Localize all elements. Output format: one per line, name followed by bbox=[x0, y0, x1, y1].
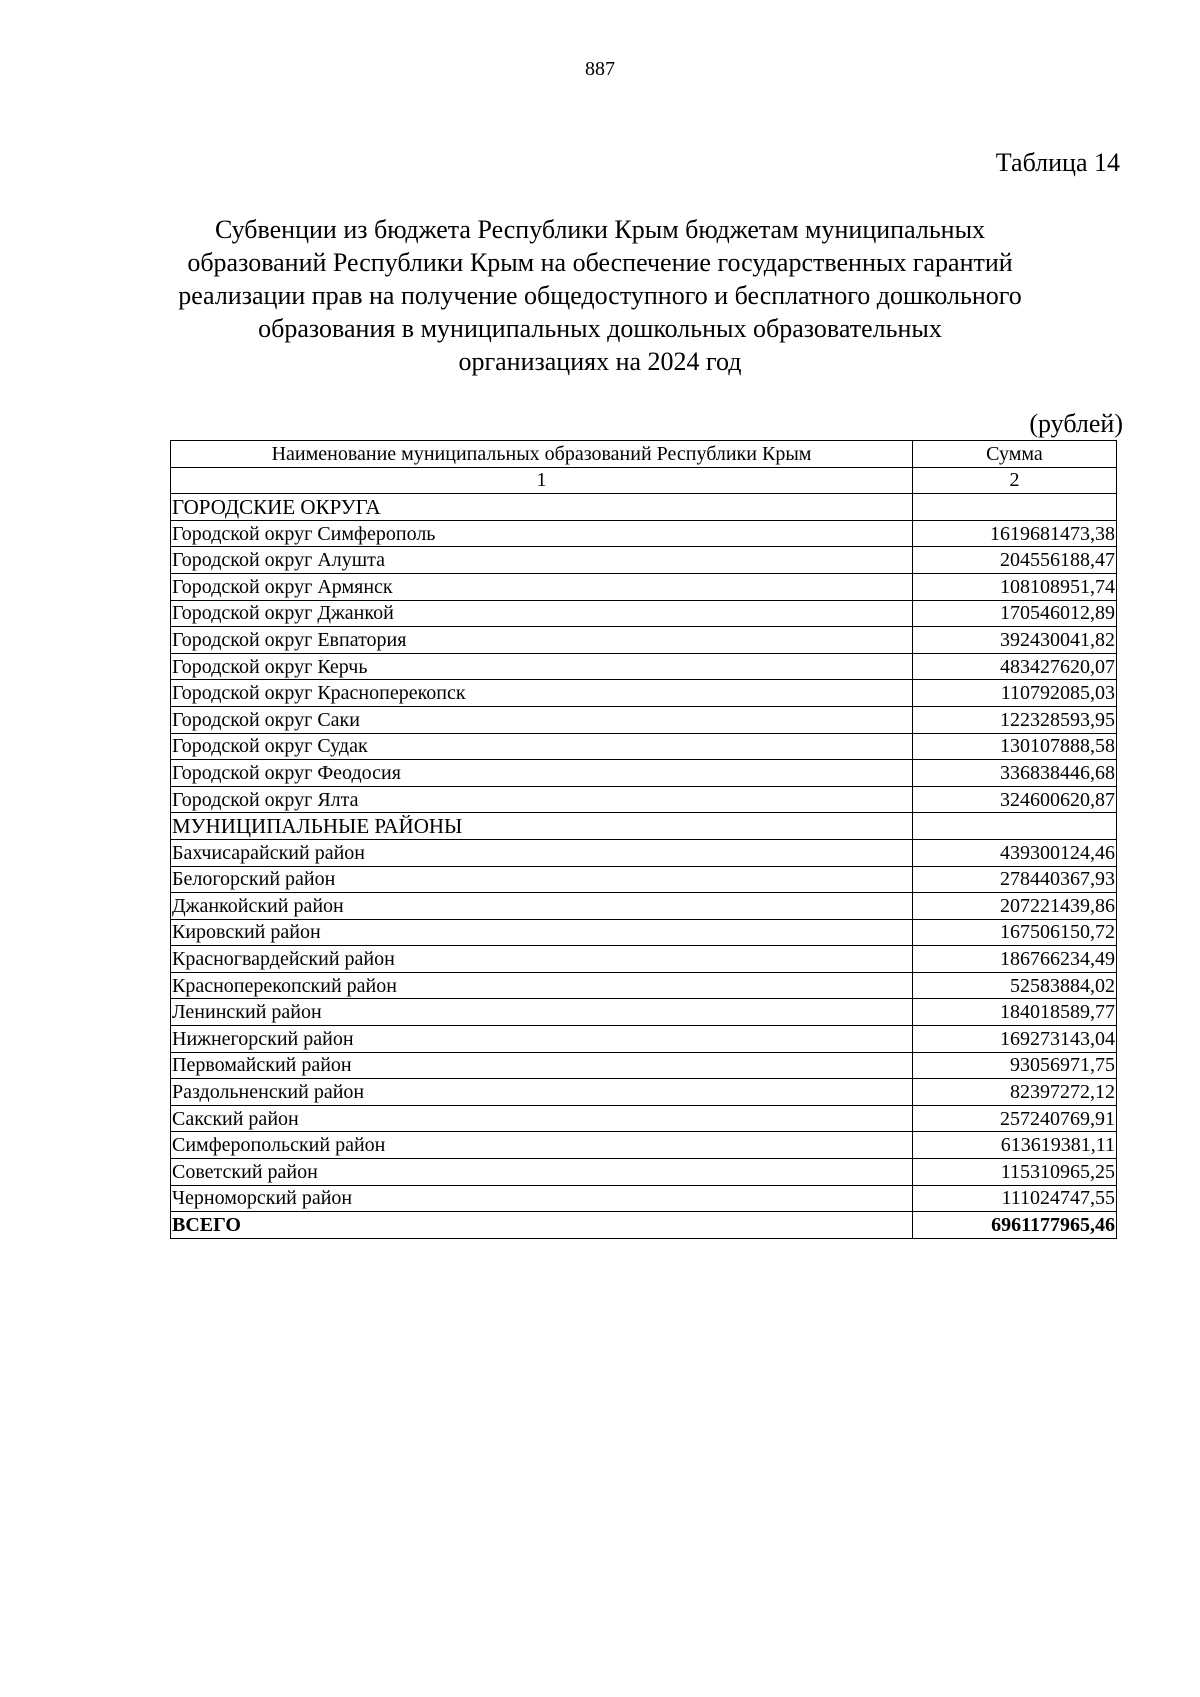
table-row bbox=[171, 573, 1117, 600]
table-row bbox=[171, 600, 1117, 627]
cell-sum: 6961177965,46 bbox=[913, 1212, 1117, 1239]
title-line: реализации прав на получение общедоступного и бесплатного дошкольного bbox=[178, 281, 1022, 310]
document-title bbox=[150, 213, 1050, 378]
table-row bbox=[171, 1159, 1117, 1186]
cell-name: Городской округ Керчь bbox=[171, 653, 913, 680]
table-row bbox=[171, 972, 1117, 999]
cell-sum bbox=[913, 494, 1117, 521]
cell-name: Ленинский район bbox=[171, 999, 913, 1026]
cell-sum bbox=[913, 813, 1117, 840]
table-row bbox=[171, 839, 1117, 866]
cell-name: Городской округ Судак bbox=[171, 733, 913, 760]
table-label: Таблица 14 bbox=[995, 148, 1120, 177]
cell-name: Сакский район bbox=[171, 1105, 913, 1132]
title-line: Субвенции из бюджета Республики Крым бюджетам муниципальных bbox=[214, 215, 986, 244]
table-row bbox=[171, 893, 1117, 920]
table-row bbox=[171, 786, 1117, 813]
table-row bbox=[171, 919, 1117, 946]
cell-sum: 483427620,07 bbox=[913, 653, 1117, 680]
table-row bbox=[171, 999, 1117, 1026]
cell-sum: 186766234,49 bbox=[913, 946, 1117, 973]
table-row bbox=[171, 520, 1117, 547]
cell-sum: 257240769,91 bbox=[913, 1105, 1117, 1132]
cell-name: Городской округ Евпатория bbox=[171, 627, 913, 654]
cell-sum: 52583884,02 bbox=[913, 972, 1117, 999]
table-row bbox=[171, 1026, 1117, 1053]
cell-name: Городской округ Джанкой bbox=[171, 600, 913, 627]
cell-sum: 115310965,25 bbox=[913, 1159, 1117, 1186]
table-row bbox=[171, 627, 1117, 654]
cell-sum: 324600620,87 bbox=[913, 786, 1117, 813]
table-row bbox=[171, 1132, 1117, 1159]
cell-name: ВСЕГО bbox=[171, 1212, 913, 1239]
title-line: организациях на 2024 год bbox=[458, 347, 742, 376]
cell-name: Симферопольский район bbox=[171, 1132, 913, 1159]
table-row bbox=[171, 1185, 1117, 1212]
table-row bbox=[171, 1052, 1117, 1079]
header-name: Наименование муниципальных образований Республики Крым bbox=[171, 441, 913, 468]
cell-sum: 392430041,82 bbox=[913, 627, 1117, 654]
cell-sum: 184018589,77 bbox=[913, 999, 1117, 1026]
cell-sum: 613619381,11 bbox=[913, 1132, 1117, 1159]
table-row bbox=[171, 946, 1117, 973]
cell-name: Красногвардейский район bbox=[171, 946, 913, 973]
cell-sum: 278440367,93 bbox=[913, 866, 1117, 893]
cell-name: Городской округ Алушта bbox=[171, 547, 913, 574]
column-number: 2 bbox=[913, 467, 1117, 494]
cell-name: Городской округ Ялта bbox=[171, 786, 913, 813]
cell-sum: 111024747,55 bbox=[913, 1185, 1117, 1212]
cell-name: Городской округ Армянск bbox=[171, 573, 913, 600]
column-number: 1 bbox=[171, 467, 913, 494]
cell-sum: 207221439,86 bbox=[913, 893, 1117, 920]
table-row bbox=[171, 680, 1117, 707]
cell-sum: 1619681473,38 bbox=[913, 520, 1117, 547]
cell-name: Советский район bbox=[171, 1159, 913, 1186]
cell-name: МУНИЦИПАЛЬНЫЕ РАЙОНЫ bbox=[171, 813, 913, 840]
table-row bbox=[171, 1079, 1117, 1106]
table-row bbox=[171, 1105, 1117, 1132]
cell-sum: 122328593,95 bbox=[913, 706, 1117, 733]
title-line: образований Республики Крым на обеспечение государственных гарантий bbox=[187, 248, 1013, 277]
cell-sum: 108108951,74 bbox=[913, 573, 1117, 600]
cell-name: ГОРОДСКИЕ ОКРУГА bbox=[171, 494, 913, 521]
cell-name: Городской округ Красноперекопск bbox=[171, 680, 913, 707]
table-row bbox=[171, 653, 1117, 680]
cell-name: Белогорский район bbox=[171, 866, 913, 893]
cell-sum: 336838446,68 bbox=[913, 760, 1117, 787]
section-header-row bbox=[171, 813, 1117, 840]
table-row bbox=[171, 706, 1117, 733]
column-number-row bbox=[171, 467, 1117, 494]
table-body bbox=[171, 494, 1117, 1239]
cell-name: Нижнегорский район bbox=[171, 1026, 913, 1053]
cell-sum: 82397272,12 bbox=[913, 1079, 1117, 1106]
cell-sum: 167506150,72 bbox=[913, 919, 1117, 946]
cell-sum: 204556188,47 bbox=[913, 547, 1117, 574]
table-row bbox=[171, 760, 1117, 787]
cell-name: Бахчисарайский район bbox=[171, 839, 913, 866]
cell-sum: 110792085,03 bbox=[913, 680, 1117, 707]
total-row bbox=[171, 1212, 1117, 1239]
cell-sum: 169273143,04 bbox=[913, 1026, 1117, 1053]
table-row bbox=[171, 547, 1117, 574]
cell-sum: 130107888,58 bbox=[913, 733, 1117, 760]
header-sum: Сумма bbox=[913, 441, 1117, 468]
section-header-row bbox=[171, 494, 1117, 521]
table-header-row bbox=[171, 441, 1117, 468]
cell-name: Раздольненский район bbox=[171, 1079, 913, 1106]
cell-name: Кировский район bbox=[171, 919, 913, 946]
title-line: образования в муниципальных дошкольных образовательных bbox=[258, 314, 942, 343]
cell-sum: 93056971,75 bbox=[913, 1052, 1117, 1079]
cell-name: Первомайский район bbox=[171, 1052, 913, 1079]
cell-name: Городской округ Симферополь bbox=[171, 520, 913, 547]
unit-note: (рублей) bbox=[1029, 409, 1123, 438]
table-row bbox=[171, 866, 1117, 893]
cell-name: Городской округ Феодосия bbox=[171, 760, 913, 787]
cell-name: Городской округ Саки bbox=[171, 706, 913, 733]
cell-name: Красноперекопский район bbox=[171, 972, 913, 999]
cell-name: Джанкойский район bbox=[171, 893, 913, 920]
cell-name: Черноморский район bbox=[171, 1185, 913, 1212]
page-number: 887 bbox=[585, 58, 615, 80]
cell-sum: 170546012,89 bbox=[913, 600, 1117, 627]
cell-sum: 439300124,46 bbox=[913, 839, 1117, 866]
table-row bbox=[171, 733, 1117, 760]
subventions-table bbox=[170, 440, 1117, 1239]
